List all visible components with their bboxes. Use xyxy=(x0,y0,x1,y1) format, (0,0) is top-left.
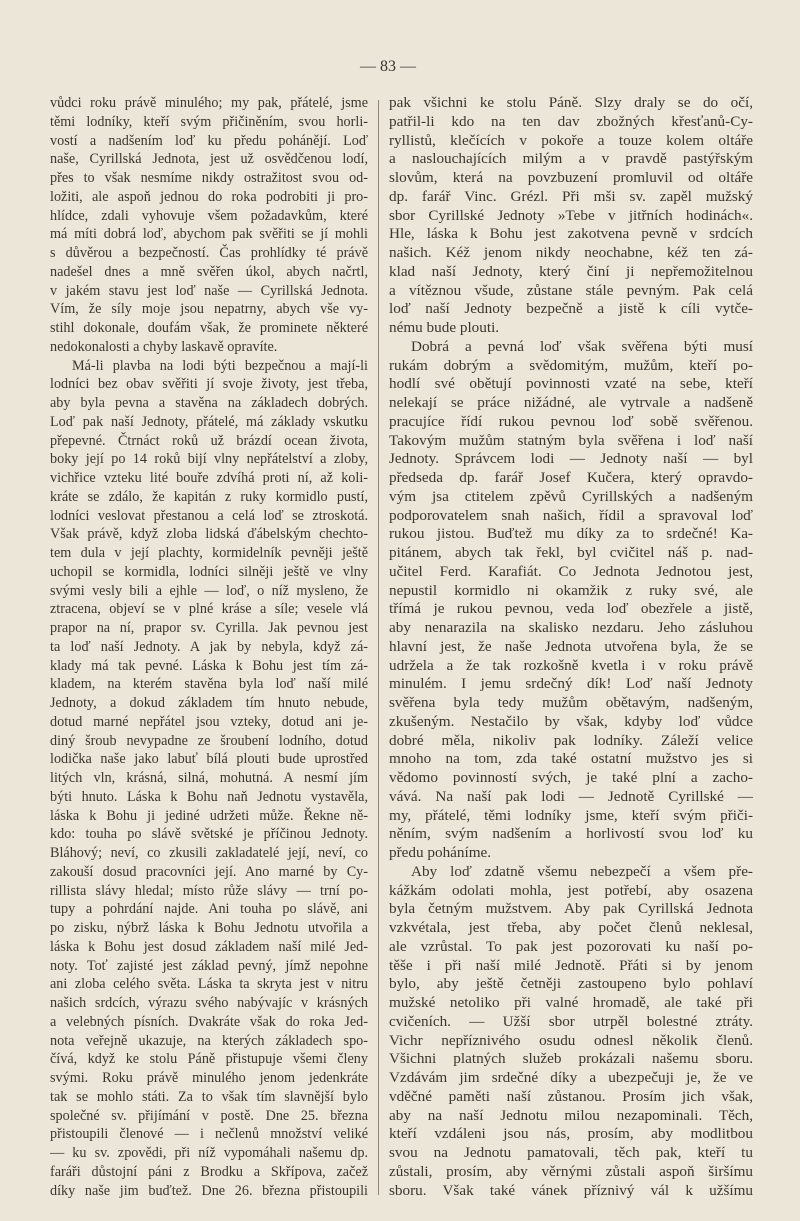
text-line: tupy a pohrdání najde. Ani touha po slávě, ani xyxy=(50,901,368,918)
text-line: vděčné paměti naší zůstanou. Prosím jich však, xyxy=(389,1087,753,1105)
text-line: — ku sv. zpovědi, při níž vypomáhali našemu dp. xyxy=(50,1145,368,1161)
text-line: tem dula v její plachty, kormidelník pevněji ještě xyxy=(50,545,368,561)
text-line: třímá je rukou pevnou, veda loď obezřele a jistě, xyxy=(389,600,753,618)
text-line: bylo, aby ještě četněji zastoupeno bylo pohlaví xyxy=(389,975,753,993)
text-line: kráte se zdálo, že kapitán z ruky kormidlo pustí, xyxy=(50,488,368,505)
paragraph xyxy=(50,357,368,1201)
text-line: Takovým mužům statným byla svěřena i loď naší xyxy=(389,431,753,449)
text-line: rillista slávy hledal; místo růže slávy — trní po- xyxy=(50,882,368,899)
text-line: Jednoty, a dokud základem tím hnuto nebude, xyxy=(50,695,368,711)
text-line: Vím, že síly moje jsou nepatrny, abych vše vy- xyxy=(50,301,368,318)
text-line: nedokonalosti a chyby laskavě opravíte. xyxy=(50,338,278,355)
text-line: rukou jistou. Buďtež mu díky za to srdečné! Ka- xyxy=(389,525,753,543)
text-line: nepustil kormidlo ni okamžik z ruky své, ale xyxy=(389,581,753,599)
text-line: dobré měla, nikoliv pak lodníky. Záleží velice xyxy=(389,731,753,749)
text-line: přepevné. Čtrnáct roků už brázdí ocean života, xyxy=(50,432,368,449)
text-line: ložiti, ale aspoň jednou do roka podrobiti ji pro- xyxy=(50,188,368,205)
text-line: a vítěznou všude, zůstane stále pevným. Pak celá xyxy=(389,281,753,299)
text-line: Hle, láska k Bohu jest zakotvena pevně v srdcích xyxy=(389,225,753,243)
text-line: klady má tak pevné. Láska k Bohu jest tím zá- xyxy=(50,657,368,674)
text-line: hodlí své obětují povinnosti vzaté na sebe, kteří xyxy=(389,375,753,393)
text-line: Má-li plavba na lodi býti bezpečnou a mají-li xyxy=(72,357,368,374)
text-line: lodníci bez obav svěřiti jí svoje životy, jest třeba, xyxy=(50,376,368,393)
text-line: faráři důstojní páni z Brodku a Skřípova, začež xyxy=(50,1163,368,1180)
text-line: těmi lodníky, kteří svým přičiněním, svou horli- xyxy=(50,113,368,130)
text-line: vědomo povinností svých, je také plní a zacho- xyxy=(389,769,753,786)
text-line: pitánem, abych tak řekl, byl cvičitel náš p. nad- xyxy=(389,544,753,561)
text-line: aby byla pevna a stavěna na základech dobrých. xyxy=(50,395,368,411)
text-line: s důvěrou a bezpečností. Čas prohlídky té právě xyxy=(50,245,368,261)
text-line: vává. Na naší pak lodi — Jednotě Cyrillské — xyxy=(389,787,753,805)
text-line: pracujíce řídí rukou pevnou loď sobě svěřenou. xyxy=(389,412,753,430)
text-line: Loď pak naší Jednoty, přátelé, má základy vskutku xyxy=(50,413,368,430)
text-line: boky její po 14 roků bijí vlny nepřátelství a zloby, xyxy=(50,451,368,468)
text-line: mužské netoliko při valné hromadě, ale také při xyxy=(389,994,753,1011)
text-line: a velebných písních. Dvakráte však do roka Jed- xyxy=(50,1013,368,1030)
text-line: ani zloba celého světa. Láska ta skryta jest v nitru xyxy=(50,976,368,993)
text-line: vůdci roku právě minulého; my pak, přátelé, jsme xyxy=(50,95,368,111)
text-line: lodníci veslovat přestanou a celá loď se ztroskotá. xyxy=(50,507,368,524)
text-line: Bláhový; neví, co zkusili zakladatelé její, neví, co xyxy=(50,845,368,861)
text-line: Vzdávám jim srdečné díky a ubezpečuji je, že ve xyxy=(389,1069,753,1086)
text-line: ztracena, objeví se v plné kráse a síle; vesele vlá xyxy=(50,601,368,618)
text-line: po zisku, nýbrž láska k Bohu Jednotu utvořila a xyxy=(50,920,368,936)
text-line: podporovatelem snah našich, řídil a spravoval loď xyxy=(389,506,753,524)
text-line: v jakém stavu jest loď naše — Cyrillská Jednota. xyxy=(50,282,368,299)
text-line: svou na Jednotu pamatovali, těch pak, kteří tu xyxy=(389,1144,753,1161)
text-line: stihl dokonale, doufám však, že prominete některé xyxy=(50,320,368,336)
text-line: dotud marné nepřátel jsou vzteky, dotud ani je- xyxy=(50,713,368,730)
text-line: naše, Cyrillská Jednota, jest už osvědčenou lodí, xyxy=(50,151,368,168)
text-line: svými. Roku právě minulého jenom jedenkráte xyxy=(50,1070,368,1086)
text-line: sboru. Však také vánek příznivý vál k užšímu xyxy=(389,1181,753,1199)
text-line: vostí a nadšením loď ku předu pohánějí. Loď xyxy=(50,132,368,149)
text-line: prapor na ní, prapor sv. Cyrilla. Jak pevnou jest xyxy=(50,620,368,636)
text-line: svěřena byla tedy mužům obětavým, nadšeným, xyxy=(389,694,753,711)
text-line: našich srdcích, výrazu svého nabývajíc v krásných xyxy=(50,995,368,1011)
text-line: mnoho na tom, zda také ostatní mužstvo jes si xyxy=(389,750,753,768)
text-line: zkušeným. Nestačilo by však, kdyby loď vůdce xyxy=(389,712,753,730)
text-line: litých vln, krásná, silná, mohutná. A nesmí jím xyxy=(50,770,368,786)
text-line: nadešel dnes a mně svěřen úkol, abych načrtl, xyxy=(50,263,368,280)
text-line: láska k Bohu jest dosud základem naší milé Jed- xyxy=(50,938,368,955)
text-line: ale vzrůstal. To pak jest pozorovati ku naší po- xyxy=(389,937,753,955)
text-line: něním, svým nadšením a horlivostí svou loď ku xyxy=(389,825,753,843)
text-line: zůstali, prosím, aby věrnými zůstali aspoň širšímu xyxy=(389,1162,753,1180)
text-line: předu poháníme. xyxy=(389,844,492,861)
text-line: kteří vzdáleni jsou nás, prosím, aby modlitbou xyxy=(389,1125,753,1143)
text-line: čívá, když ke stolu Páně přistupuje všemi členy xyxy=(50,1051,368,1068)
paragraph xyxy=(389,338,753,863)
text-line: nému bude plouti. xyxy=(389,319,500,336)
text-line: ta loď naší Jednoty. A jak by nebyla, když zá- xyxy=(50,638,368,655)
text-line: Vichr nepříznivého osudu odnesl několik členů. xyxy=(389,1031,753,1049)
text-line: kážkám odolati mohla, jest potřebí, aby osazena xyxy=(389,881,753,899)
text-line: byla četným mužstvem. Aby pak Cyrillská Jednota xyxy=(389,900,753,918)
text-line: Jednoty. Správcem lodi — Jednoty naší — byl xyxy=(389,450,753,468)
text-line: vzkvétala, jest třeba, aby počet členů neklesal, xyxy=(389,919,753,936)
text-line: hlídce, zdali vyhovuje všem požadavkům, které xyxy=(50,207,368,224)
column-divider xyxy=(378,100,379,1195)
text-line: diný šroub nevypadne ze šroubení lodního, dotud xyxy=(50,732,368,749)
text-line: přes to však nesmíme nikdy ostražitost svou od- xyxy=(50,170,368,186)
left-text-column xyxy=(50,94,368,1200)
text-line: našich. Kéž jenom nikdy neochabne, kéž ten zá- xyxy=(389,244,753,261)
text-line: minulém. I jemu srdečný dík! Loď naší Jednoty xyxy=(389,675,753,693)
paragraph xyxy=(50,94,368,357)
text-line: Dobrá a pevná loď však svěřena býti musí xyxy=(411,337,753,355)
text-line: láska k Bohu ji jediné udržeti může. Řekne ně- xyxy=(50,807,368,824)
text-line: společné sv. přijímání v postě. Dne 25. března xyxy=(50,1107,368,1124)
text-line: vým jsa ctitelem zpěvů Cyrillských a nadšeným xyxy=(389,487,753,505)
text-line: těše i při naší milé Jednotě. Přáti si by jenom xyxy=(389,956,753,974)
text-line: svými vesly bili a ejhle — loď, o níž mysleno, že xyxy=(50,582,368,599)
text-line: Všichni platných služeb prokázali našemu sboru. xyxy=(389,1050,753,1068)
text-line: my, přátelé, těmi lodníky jsme, kteří svým přiči- xyxy=(389,806,753,824)
text-line: cvičeních. — Užší sbor utrpěl bolestné ztráty. xyxy=(389,1012,753,1030)
text-line: klad naší Jednoty, který činí ji nepřemožitelnou xyxy=(389,262,753,280)
paragraph xyxy=(389,94,753,338)
right-text-column xyxy=(389,94,753,1200)
text-line: předseda dp. farář Josef Kučera, který opravdo- xyxy=(389,469,753,486)
text-line: aby na naší Jednotu milou nezapominali. Těch, xyxy=(389,1106,753,1124)
text-line: Však právě, když zloba lidská ďábelským chechto- xyxy=(50,526,368,543)
text-line: učitel Ferd. Karafiát. Co Jednota Jednotou jest, xyxy=(389,562,753,580)
text-line: zakouší dosud pracovníci její. Ano marné by Cy- xyxy=(50,863,368,880)
text-line: loď naší Jednoty bezpečně a jistě k cíli vytče- xyxy=(389,300,753,318)
text-line: aby nenarazila na skalisko nezdaru. Jeho zásluhou xyxy=(389,619,753,636)
text-line: ryllistů, klečících v pokoře a touze kolem oltáře xyxy=(389,131,753,149)
text-line: kladem, na kterém stavěna byla loď naší milé xyxy=(50,676,368,693)
page-number: — 83 — xyxy=(360,58,416,75)
text-line: dp. farář Vinc. Grézl. Při mši sv. zapěl mužský xyxy=(389,187,753,205)
text-line: pak všichni ke stolu Páně. Slzy draly se do očí, xyxy=(389,94,753,111)
text-line: lodička naše jako labuť bílá plouti bude uprostřed xyxy=(50,751,368,768)
text-line: kdo: touha po slávě světské je příčinou Jednoty. xyxy=(50,826,368,843)
text-line: patřil-li kdo na ten dav zbožných křesťanů-Cy- xyxy=(389,112,753,130)
text-line: uchopil se kormidla, lodníci silněji ještě ve vlny xyxy=(50,563,368,580)
text-line: tak se mohlo státi. Za to však tím slavnější bylo xyxy=(50,1088,368,1105)
text-line: nota veřejně ukazuje, na kterých základech spo- xyxy=(50,1032,368,1049)
text-line: díky naše jim buďtež. Dne 26. března přistoupili xyxy=(50,1182,368,1199)
text-line: býti hnuto. Láska k Bohu naň Jednotu vystavěla, xyxy=(50,788,368,805)
text-line: nelekají se práce nižádné, ale vytrvale a nadšeně xyxy=(389,394,753,411)
paragraph xyxy=(389,863,753,1201)
text-line: udržela a že tak rozkošně kvetla i v roku právě xyxy=(389,656,753,674)
text-line: přistoupili členové — i nečlenů množství veliké xyxy=(50,1126,368,1143)
text-line: Aby loď zdatně všemu nebezpečí a všem pře- xyxy=(411,862,753,880)
text-line: má míti dobrá loď, abychom pak svěřiti se jí mohli xyxy=(50,226,368,243)
text-line: vichřice vzteku lité bouře zdvíhá proti ní, až koli- xyxy=(50,470,368,486)
text-line: a naslouchajících milým a v pravdě pastýřským xyxy=(389,150,753,168)
text-line: sbor Cyrillské Jednoty »Tebe v jitřních hodinách«. xyxy=(389,206,753,224)
text-line: rukám dobrým a svědomitým, mužům, kteří po- xyxy=(389,356,753,374)
text-line: noty. Toť zajisté jest základ pevný, jímž nepohne xyxy=(50,957,368,974)
text-line: hlavní jest, že naše Jednota utvořena byla, že se xyxy=(389,637,753,655)
text-line: slovům, která na povzbuzení promluvil od oltáře xyxy=(389,169,753,186)
